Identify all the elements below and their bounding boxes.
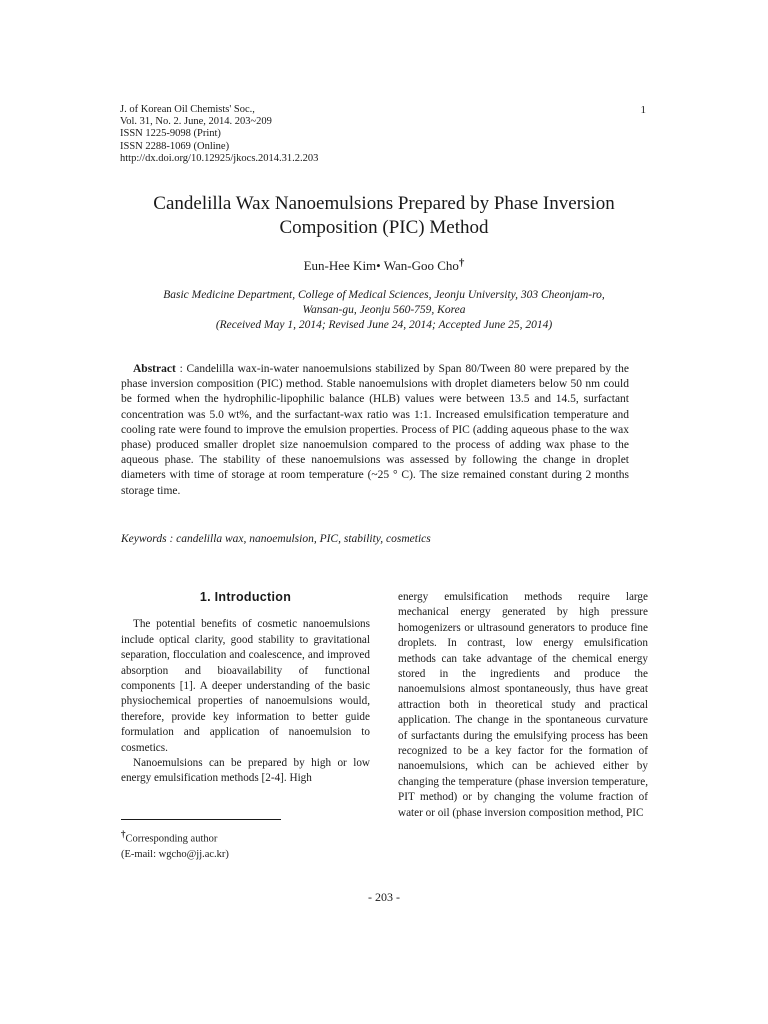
- header-page-number: 1: [640, 104, 646, 116]
- journal-name: J. of Korean Oil Chemists' Soc.,: [120, 104, 255, 115]
- journal-volume: Vol. 31, No. 2. June, 2014. 203~209: [120, 116, 272, 128]
- abstract: [121, 362, 629, 499]
- footnote-email: (E-mail: wgcho@jj.ac.kr): [121, 848, 229, 860]
- affiliation-line-1: Basic Medicine Department, College of Medical Sciences, Jeonju University, 303 Cheonjam-ro,: [163, 289, 605, 301]
- footnote-mark: †: [121, 829, 126, 839]
- section-heading-introduction: 1. Introduction: [199, 590, 292, 604]
- footnote-corresponding-text: Corresponding author: [125, 833, 218, 845]
- footnote-corresponding: [121, 827, 371, 847]
- author-names: Eun-Hee Kim• Wan-Goo Cho: [303, 258, 459, 273]
- affiliation-line-2: Wansan-gu, Jeonju 560-759, Korea: [302, 304, 466, 316]
- keywords: Keywords : candelilla wax, nanoemulsion, PIC, stability, cosmetics: [121, 533, 431, 545]
- intro-paragraph-continued: energy emulsification methods require large mechanical energy generated by high pressure homogenizers or ultrasound generators to produce fine droplets. In contrast, low energy emulsification methods can take advantage of the chemical energy stored in the ingredients and produce the nanoemulsions almost spontaneously, thus have great attraction both in theoretical study and practical application. The change in the spontaneous curvature of surfactants during the emulsifying process has been recognized to be a key factor for the formation of nanoemulsions, which can be achieved either by changing the temperature (phase inversion temperature, PIT method) or by changing the volume fraction of water or oil (phase inversion composition method, PIC: [398, 591, 648, 819]
- issn-print: ISSN 1225-9098 (Print): [120, 128, 221, 140]
- corresponding-mark: †: [458, 257, 465, 269]
- paper-title: Candelilla Wax Nanoemulsions Prepared by Phase Inversion Composition (PIC) Method: [153, 193, 615, 238]
- journal-header: [120, 104, 650, 165]
- footnote-divider: [121, 819, 281, 820]
- page-footer-number: - 203 -: [368, 890, 400, 904]
- right-column: [398, 590, 648, 821]
- received-dates: (Received May 1, 2014; Revised June 24, 2014; Accepted June 25, 2014): [215, 319, 553, 331]
- footnotes: [121, 827, 371, 862]
- left-column: [121, 590, 370, 787]
- abstract-text: Candelilla wax-in-water nanoemulsions stabilized by Span 80/Tween 80 were prepared by the phase inversion composition (PIC) method. Stable nanoemulsions with droplet diameters below 50 nm could be formed when the hydrophilic-lipophilic balance (HLB) values were between 13.5 and 14.5, surfactant concentration was 5.0 wt%, and the surfactant-wax ratio was 1:1. Increased emulsification temperature and cooling rate were found to improve the emulsion properties. Process of PIC (adding aqueous phase to the wax phase) produced smaller droplet size nanoemulsion compared to the process of adding wax phase to the aqueous phase. The stability of these nanoemulsions was assessed by following the change in droplet diameters with time of storage at room temperature (~25 ° C). The size remained constant during 2 months storage time.: [121, 363, 629, 497]
- issn-online: ISSN 2288-1069 (Online): [120, 140, 230, 152]
- doi-link[interactable]: http://dx.doi.org/10.12925/jkocs.2014.31.2.203: [120, 152, 319, 164]
- author-list: [110, 257, 658, 274]
- abstract-label: Abstract: [133, 363, 176, 375]
- intro-paragraph-2: Nanoemulsions can be prepared by high or low energy emulsification methods [2-4]. High: [121, 757, 370, 785]
- abstract-separator: :: [175, 363, 187, 375]
- affiliation: [110, 288, 658, 333]
- intro-paragraph-1: The potential benefits of cosmetic nanoemulsions include optical clarity, good stability to gravitational separation, flocculation and coalescence, and improved absorption and bioavailability of functional components [1]. A deeper understanding of the basic physiochemical properties of nanoemulsions would, therefore, provide key information to better guide formulation and application of nanoemulsion to cosmetics.: [121, 618, 370, 754]
